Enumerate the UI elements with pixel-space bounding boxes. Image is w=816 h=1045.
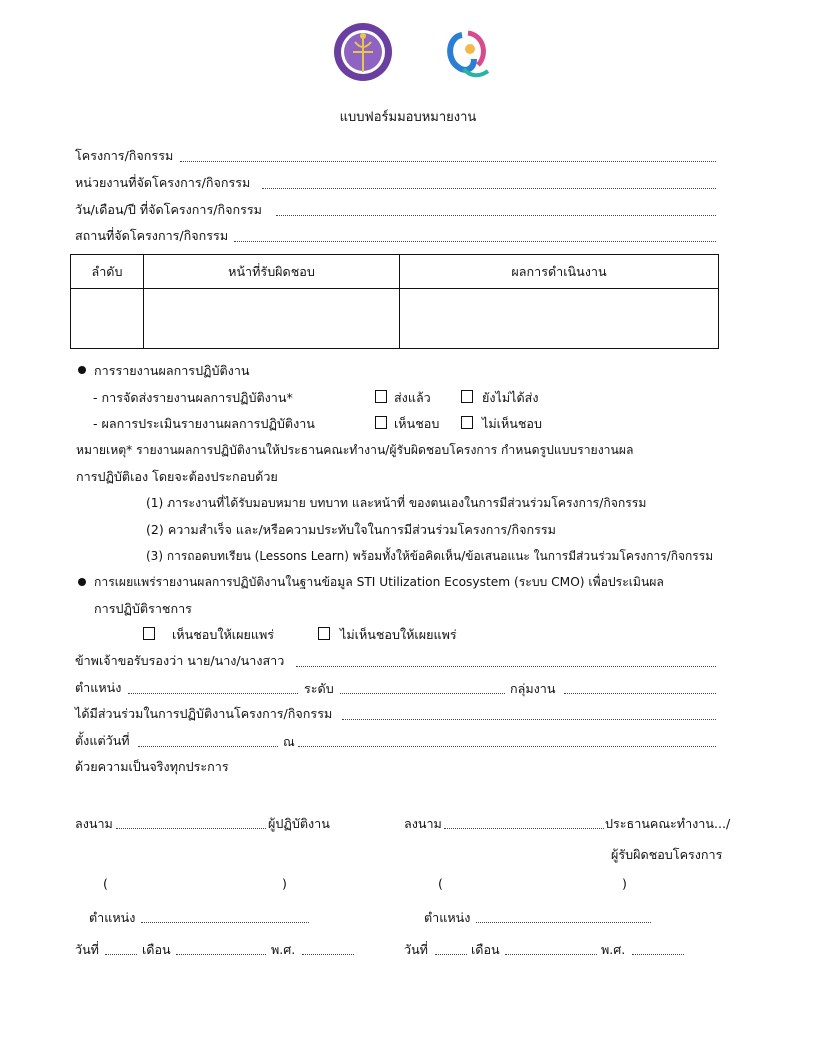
publish-reject-checkbox[interactable] bbox=[318, 627, 330, 640]
worker-close-paren: ) bbox=[282, 876, 287, 891]
submit-sent-checkbox[interactable] bbox=[375, 390, 387, 403]
chair-month-label: เดือน bbox=[471, 942, 500, 957]
col-order: ลำดับ bbox=[71, 255, 144, 289]
bullet-icon bbox=[78, 578, 86, 586]
publish-line2: การปฏิบัติราชการ bbox=[94, 601, 192, 616]
publish-approve-checkbox[interactable] bbox=[143, 627, 155, 640]
chair-day-label: วันที่ bbox=[404, 942, 428, 957]
submit-notsent-checkbox[interactable] bbox=[461, 390, 473, 403]
unit-label: หน่วยงานที่จัดโครงการ/กิจกรรม bbox=[75, 175, 251, 190]
unit-blank[interactable] bbox=[262, 188, 716, 189]
chair-role-2: ผู้รับผิดชอบโครงการ bbox=[611, 847, 723, 862]
at-blank[interactable] bbox=[298, 746, 716, 747]
worker-sign-blank[interactable] bbox=[116, 828, 266, 829]
chair-month-blank[interactable] bbox=[505, 954, 597, 955]
note-item2: (2) ความสำเร็จ และ/หรือความประทับใจในการมีส่วนร่วมโครงการ/กิจกรรม bbox=[146, 522, 556, 537]
certify-label: ข้าพเจ้าขอรับรองว่า นาย/นาง/นางสาว bbox=[75, 653, 285, 668]
organization-seal-logo bbox=[333, 22, 395, 82]
place-label: สถานที่จัดโครงการ/กิจกรรม bbox=[75, 228, 229, 243]
chair-close-paren: ) bbox=[622, 876, 627, 891]
col-result: ผลการดำเนินงาน bbox=[400, 255, 719, 289]
worker-day-label: วันที่ bbox=[75, 942, 99, 957]
worker-month-blank[interactable] bbox=[176, 954, 266, 955]
note-item1: (1) ภาระงานที่ได้รับมอบหมาย บทบาท และหน้าที่ ของตนเองในการมีส่วนร่วมโครงการ/กิจกรรม bbox=[146, 496, 647, 510]
chair-open-paren: ( bbox=[438, 876, 443, 891]
table-row bbox=[71, 289, 719, 349]
position-label: ตำแหน่ง bbox=[75, 680, 122, 695]
chair-year-label: พ.ศ. bbox=[601, 942, 626, 957]
cell-duty[interactable] bbox=[144, 289, 400, 349]
note-line1: หมายเหตุ* รายงานผลการปฏิบัติงานให้ประธานคณะทำงาน/ผู้รับผิดชอบโครงการ กำหนดรูปแบบรายงานผล bbox=[76, 443, 634, 457]
publish-reject-label: ไม่เห็นชอบให้เผยแพร่ bbox=[340, 627, 457, 642]
publish-approve-label: เห็นชอบให้เผยแพร่ bbox=[172, 627, 275, 642]
level-label: ระดับ bbox=[304, 681, 334, 696]
note-line2: การปฏิบัติเอง โดยจะต้องประกอบด้วย bbox=[76, 469, 278, 484]
worker-position-blank[interactable] bbox=[141, 922, 309, 923]
sign-label-chair: ลงนาม bbox=[404, 816, 442, 831]
project-label: โครงการ/กิจกรรม bbox=[75, 148, 174, 163]
submit-notsent-label: ยังไม่ได้ส่ง bbox=[482, 390, 539, 405]
level-blank[interactable] bbox=[340, 693, 505, 694]
date-label: วัน/เดือน/ปี ที่จัดโครงการ/กิจกรรม bbox=[75, 202, 262, 217]
at-label: ณ bbox=[283, 734, 295, 749]
date-blank[interactable] bbox=[276, 215, 716, 216]
eval-reject-label: ไม่เห็นชอบ bbox=[482, 416, 542, 431]
bullet-icon bbox=[78, 366, 86, 374]
worker-open-paren: ( bbox=[103, 876, 108, 891]
stu-ribbon-logo bbox=[444, 29, 492, 81]
group-label: กลุ่มงาน bbox=[510, 681, 556, 696]
form-title: แบบฟอร์มมอบหมายงาน bbox=[339, 110, 477, 125]
participated-label: ได้มีส่วนร่วมในการปฏิบัติงานโครงการ/กิจกรรม bbox=[75, 706, 333, 721]
note-item3: (3) การถอดบทเรียน (Lessons Learn) พร้อมทั้งให้ข้อคิดเห็น/ข้อเสนอแนะ ในการมีส่วนร่วมโครงการ/กิจกรรม bbox=[146, 549, 714, 563]
report-heading: การรายงานผลการปฏิบัติงาน bbox=[94, 363, 250, 378]
eval-approve-label: เห็นชอบ bbox=[394, 416, 440, 431]
truth-label: ด้วยความเป็นจริงทุกประการ bbox=[75, 759, 229, 774]
submit-label: - การจัดส่งรายงานผลการปฏิบัติงาน* bbox=[93, 390, 293, 405]
chair-sign-blank[interactable] bbox=[444, 828, 604, 829]
chair-role: ประธานคณะทำงาน.../ bbox=[605, 816, 731, 831]
eval-reject-checkbox[interactable] bbox=[461, 416, 473, 429]
publish-line1: การเผยแพร่รายงานผลการปฏิบัติงานในฐานข้อมูล STI Utilization Ecosystem (ระบบ CMO) เพื่อประเมินผล bbox=[94, 575, 664, 589]
chair-year-blank[interactable] bbox=[632, 954, 684, 955]
group-blank[interactable] bbox=[564, 693, 716, 694]
worker-position-label: ตำแหน่ง bbox=[89, 910, 136, 925]
col-duty: หน้าที่รับผิดชอบ bbox=[144, 255, 400, 289]
chair-position-blank[interactable] bbox=[476, 922, 651, 923]
worker-day-blank[interactable] bbox=[105, 954, 137, 955]
responsibility-table bbox=[70, 254, 719, 349]
since-blank[interactable] bbox=[138, 746, 278, 747]
name-blank[interactable] bbox=[296, 666, 716, 667]
cell-order[interactable] bbox=[71, 289, 144, 349]
sign-label-worker: ลงนาม bbox=[75, 816, 113, 831]
worker-year-blank[interactable] bbox=[302, 954, 354, 955]
chair-day-blank[interactable] bbox=[435, 954, 467, 955]
participated-blank[interactable] bbox=[342, 719, 716, 720]
place-blank[interactable] bbox=[234, 241, 716, 242]
worker-role: ผู้ปฏิบัติงาน bbox=[268, 816, 330, 831]
worker-month-label: เดือน bbox=[142, 942, 171, 957]
cell-result[interactable] bbox=[400, 289, 719, 349]
submit-sent-label: ส่งแล้ว bbox=[394, 390, 431, 405]
position-blank[interactable] bbox=[128, 693, 298, 694]
worker-year-label: พ.ศ. bbox=[271, 942, 296, 957]
chair-position-label: ตำแหน่ง bbox=[424, 910, 471, 925]
eval-approve-checkbox[interactable] bbox=[375, 416, 387, 429]
project-blank[interactable] bbox=[180, 161, 716, 162]
since-label: ตั้งแต่วันที่ bbox=[75, 733, 130, 748]
eval-label: - ผลการประเมินรายงานผลการปฏิบัติงาน bbox=[93, 416, 315, 431]
